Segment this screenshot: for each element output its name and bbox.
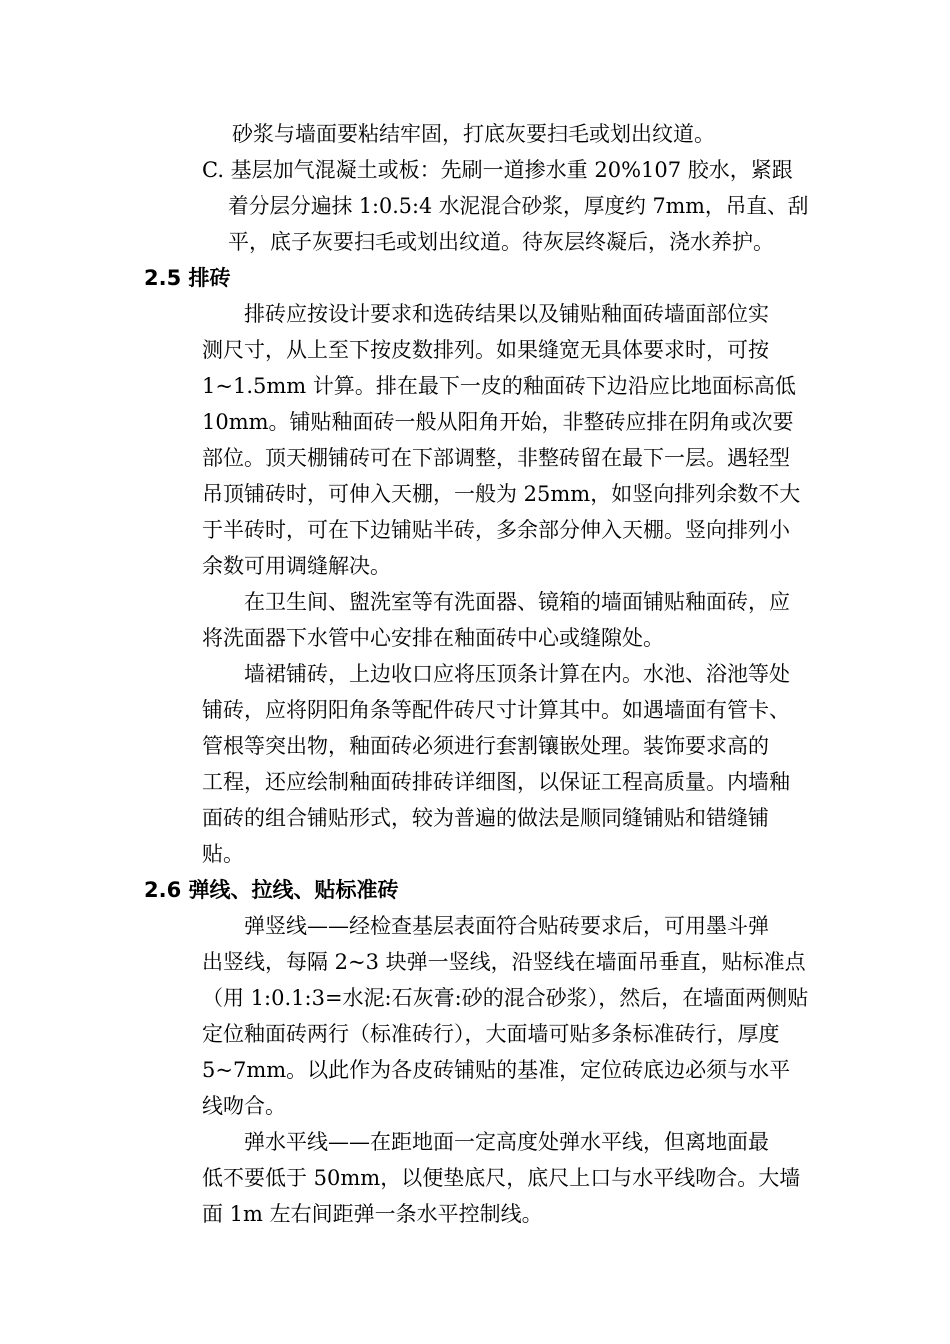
paragraph-line: 弹水平线——在距地面一定高度处弹水平线，但离地面最 — [244, 1130, 769, 1154]
paragraph-line: 1~1.5mm 计算。排在最下一皮的釉面砖下边沿应比地面标高低 — [202, 374, 796, 398]
paragraph-line: 工程，还应绘制釉面砖排砖详细图，以保证工程高质量。内墙釉 — [202, 770, 790, 794]
paragraph-line: 吊顶铺砖时，可伸入天棚，一般为 25mm，如竖向排列余数不大 — [202, 482, 801, 506]
paragraph-line: 将洗面器下水管中心安排在釉面砖中心或缝隙处。 — [202, 626, 664, 650]
paragraph-line: 余数可用调缝解决。 — [202, 554, 391, 578]
text-line: 着分层分遍抹 1:0.5:4 水泥混合砂浆，厚度约 7mm，吊直、刮 — [228, 194, 809, 218]
paragraph-line: 5~7mm。以此作为各皮砖铺贴的基准，定位砖底边必须与水平 — [202, 1058, 791, 1082]
paragraph-line: 面砖的组合铺贴形式，较为普遍的做法是顺同缝铺贴和错缝铺 — [202, 806, 769, 830]
paragraph-line: 低不要低于 50mm，以便垫底尺，底尺上口与水平线吻合。大墙 — [202, 1166, 801, 1190]
text-line: 砂浆与墙面要粘结牢固，打底灰要扫毛或划出纹道。 — [232, 122, 715, 146]
paragraph-line: 贴。 — [202, 842, 244, 866]
list-item-c: C. 基层加气混凝土或板：先刷一道掺水重 20%107 胶水，紧跟 — [202, 158, 793, 182]
paragraph-line: 弹竖线——经检查基层表面符合贴砖要求后，可用墨斗弹 — [244, 914, 769, 938]
paragraph-line: 定位釉面砖两行（标准砖行），大面墙可贴多条标准砖行，厚度 — [202, 1022, 780, 1046]
paragraph-line: 出竖线，每隔 2~3 块弹一竖线，沿竖线在墙面吊垂直，贴标准点 — [202, 950, 806, 974]
paragraph-line: 排砖应按设计要求和选砖结果以及铺贴釉面砖墙面部位实 — [244, 302, 769, 326]
paragraph-line: 线吻合。 — [202, 1094, 286, 1118]
paragraph-line: 墙裙铺砖，上边收口应将压顶条计算在内。水池、浴池等处 — [244, 662, 790, 686]
text-line: 平，底子灰要扫毛或划出纹道。待灰层终凝后，浇水养护。 — [228, 230, 774, 254]
section-heading: 2.6 弹线、拉线、贴标准砖 — [144, 878, 399, 902]
paragraph-line: 于半砖时，可在下边铺贴半砖，多余部分伸入天棚。竖向排列小 — [202, 518, 790, 542]
paragraph-line: 面 1m 左右间距弹一条水平控制线。 — [202, 1202, 543, 1226]
paragraph-line: 铺砖，应将阴阳角条等配件砖尺寸计算其中。如遇墙面有管卡、 — [202, 698, 790, 722]
paragraph-line: 10mm。铺贴釉面砖一般从阳角开始，非整砖应排在阴角或次要 — [202, 410, 794, 434]
paragraph-line: 在卫生间、盥洗室等有洗面器、镜箱的墙面铺贴釉面砖，应 — [244, 590, 790, 614]
section-heading: 2.5 排砖 — [144, 266, 231, 290]
paragraph-line: 测尺寸，从上至下按皮数排列。如果缝宽无具体要求时，可按 — [202, 338, 769, 362]
paragraph-line: （用 1:0.1:3=水泥:石灰膏:砂的混合砂浆），然后，在墙面两侧贴 — [202, 986, 809, 1010]
paragraph-line: 部位。顶天棚铺砖可在下部调整，非整砖留在最下一层。遇轻型 — [202, 446, 790, 470]
paragraph-line: 管根等突出物，釉面砖必须进行套割镶嵌处理。装饰要求高的 — [202, 734, 769, 758]
